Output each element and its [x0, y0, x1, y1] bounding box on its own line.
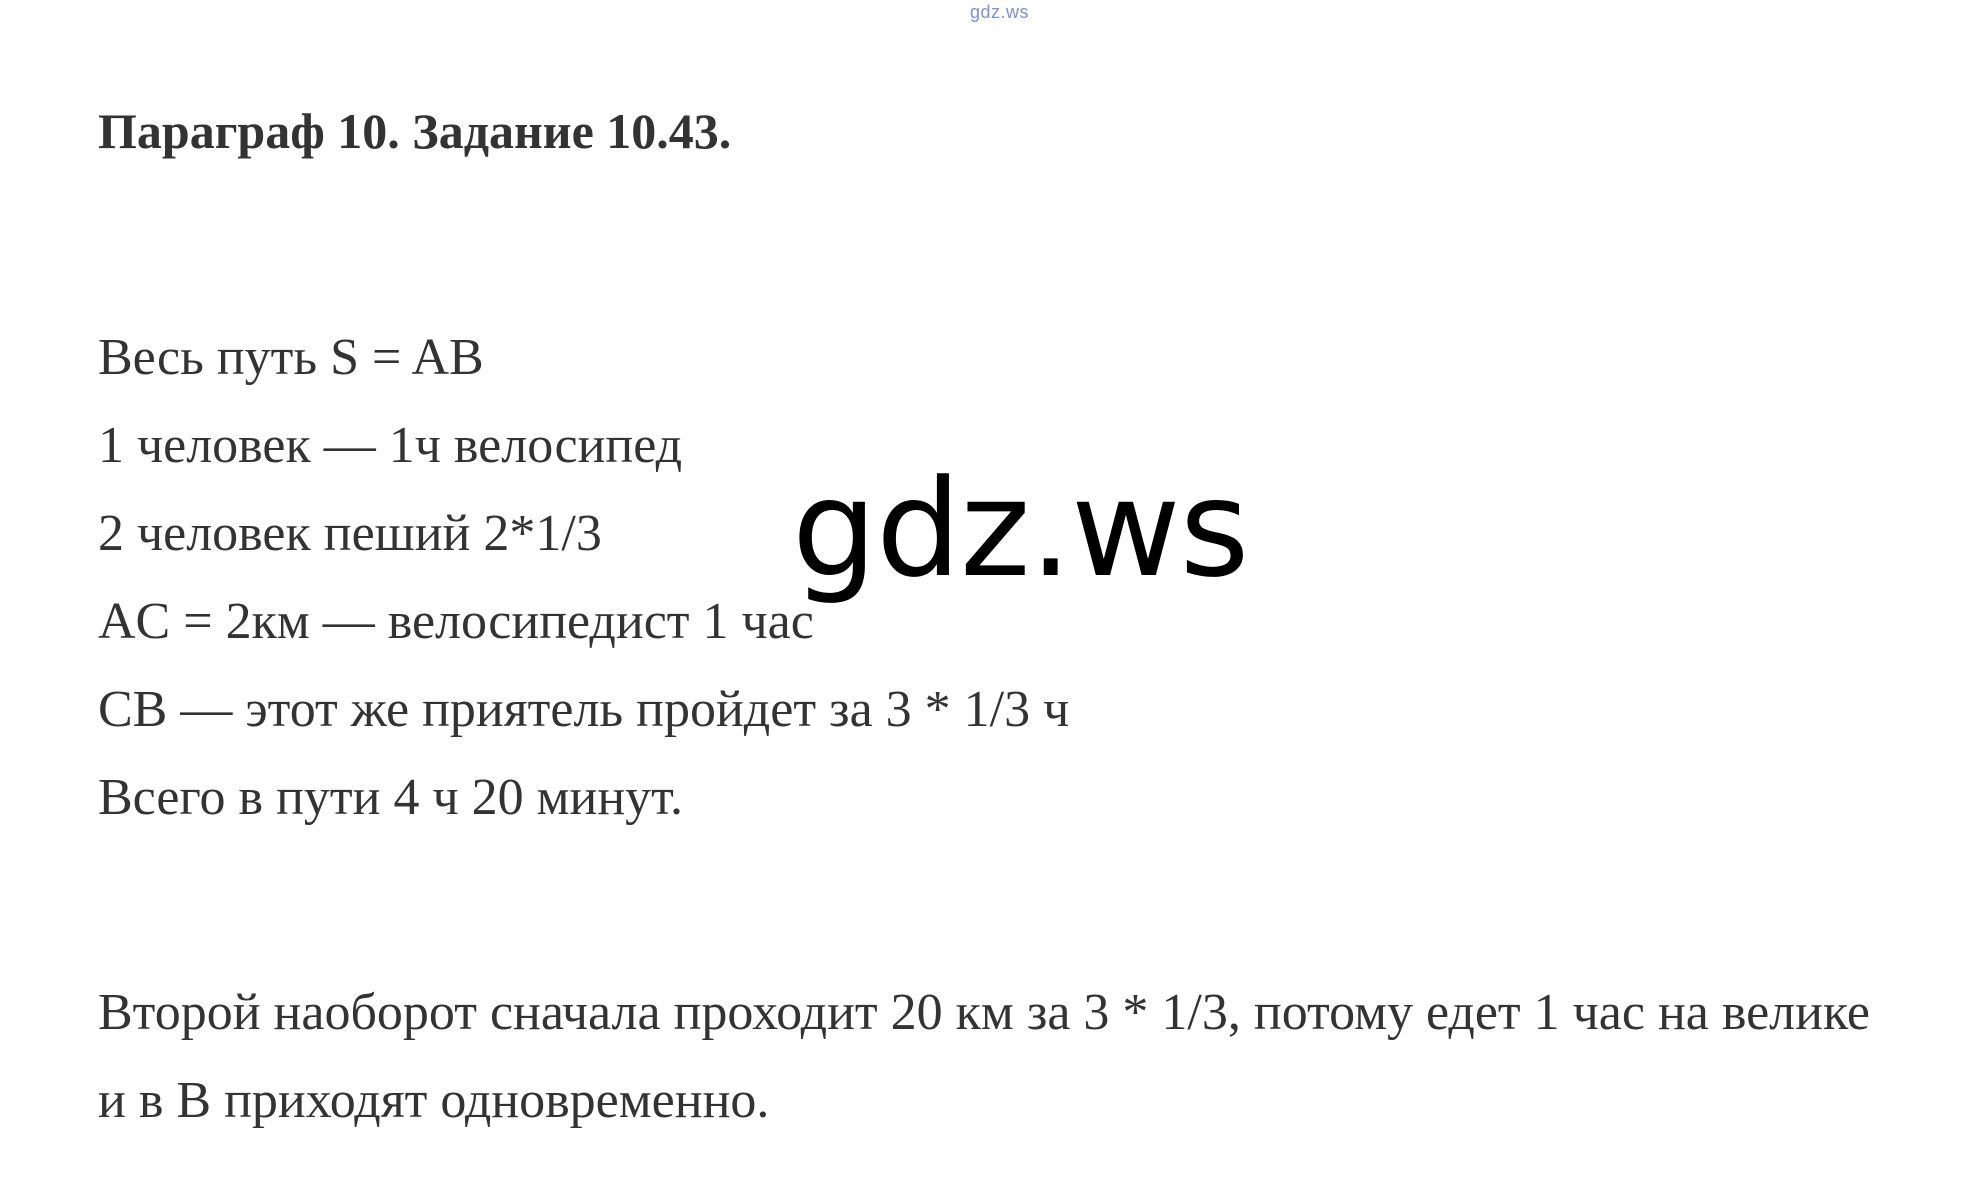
explanation-paragraph: Второй наоборот сначала проходит 20 км за 3 * 1/3, потому едет 1 час на велике и в В приходят одновременно. — [98, 984, 1871, 1129]
watermark-top-text: gdz.ws — [970, 2, 1030, 22]
page-title: Параграф 10. Задание 10.43. — [98, 103, 732, 159]
watermark-center-text: gdz.ws — [792, 451, 1249, 607]
solution-line-6: Всего в пути 4 ч 20 минут. — [98, 769, 683, 826]
solution-line-5: CB — этот же приятель пройдет за 3 * 1/3 ч — [98, 681, 1070, 738]
solution-line-3: 2 человек пеший 2*1/3 — [98, 505, 602, 562]
solution-line-1: Весь путь S = AB — [98, 329, 484, 386]
solution-line-4: AC = 2км — велосипедист 1 час — [98, 593, 814, 650]
solution-line-2: 1 человек — 1ч велосипед — [98, 417, 683, 474]
